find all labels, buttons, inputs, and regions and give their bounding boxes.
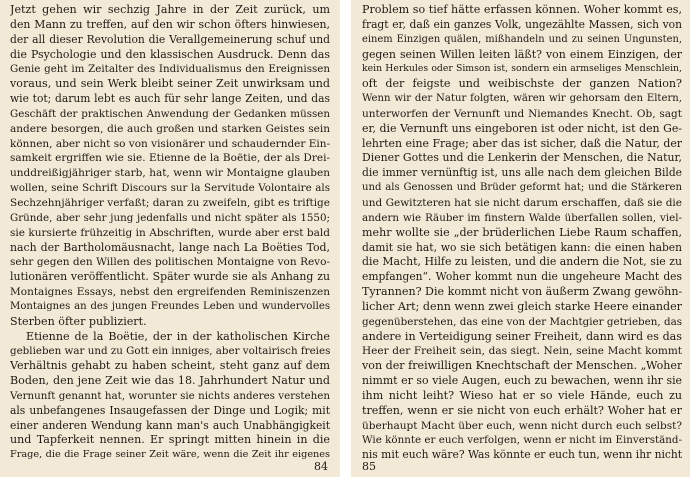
text-line: sehr gegen den Willen des politischen Montaigne von Revo- [10, 256, 330, 269]
text-line: ihm nicht leiht? Wieso hat er so viele Hände, euch zu [362, 388, 682, 402]
text-line: gegenüberstehen, das eine von der Machtgier getrieben, das [362, 315, 682, 328]
text-line: Problem so tief hätte erfassen können. Woher kommt es, [362, 3, 682, 16]
text-line: Geschäft der praktischen Anwendung der Gedanken müssen [10, 107, 330, 120]
text-line: unddreißigjähriger starb, hat, wenn wir Montaigne glauben [10, 167, 330, 180]
text-line: oft der feigste und weibischste der ganzen Nation? [362, 77, 682, 91]
text-line: von der freiwilligen Knechtschaft der Menschen. „Woher [362, 359, 682, 373]
text-line: Wenn wir der Natur folgten, wären wir gehorsam den Eltern, [362, 93, 682, 105]
text-line: die Macht, Hilfe zu leisten, und die andern die Not, sie zu [362, 255, 682, 269]
text-line: treffen, wenn er sie nicht von euch erhält? Woher hat er [362, 403, 682, 417]
text-line: Montaignes Essays, nebst den ergreifenden Reminiszenzen [10, 286, 330, 299]
text-line: licher Art; denn wenn zwei gleich starke Heere einander [362, 299, 682, 313]
text-line: und als Genossen und Brüder geformt hat; und die Stärkeren [362, 182, 682, 194]
text-line: samkeit ergriffen wie sie. Etienne de la Boëtie, der als Drei- [10, 152, 330, 165]
left-page [0, 0, 340, 477]
text-line: Montaignes an des jungen Freundes Leben und wundervolles [10, 300, 330, 312]
text-line: Sterben öfter publiziert. [10, 314, 147, 328]
text-line: können, aber nicht so von visionärer und schaudernder Ein- [10, 137, 330, 150]
text-line: einem Einzigen quälen, mißhandeln und zu seinen Ungunsten, [362, 33, 682, 45]
text-line: nis mit euch wäre? Was könnte er euch tun, wenn ihr nicht [362, 448, 682, 462]
left-page-text [10, 3, 330, 463]
text-line: andere besorgen, die auch großen und starken Geistes sein [10, 122, 330, 135]
text-line: die Psychologie und den klassischen Ausdruck. Denn das [10, 47, 330, 61]
text-line: Heer der Freiheit sein, das siegt. Nein, seine Macht kommt [362, 345, 682, 358]
page-number: 84 [314, 460, 328, 473]
text-line: Diener Gottes und die Lenkerin der Menschen, die Natur, [362, 151, 682, 165]
book-gutter [340, 0, 351, 477]
text-line: andern wie Räuber im finstern Walde überfallen sollen, viel- [362, 211, 682, 224]
text-line: fragt er, daß ein ganzes Volk, ungezählte Massen, sich von [362, 17, 682, 31]
text-line: den Mann zu treffen, auf den wir schon öfters hinwiesen, [10, 17, 330, 31]
text-line: Frage, die die Frage seiner Zeit wäre, wenn die Zeit ihr eigenes [10, 449, 330, 461]
text-line: Gründe, aber sehr jung jedenfalls und nicht später als 1550; [10, 211, 330, 224]
text-line: gegen seinen Willen leiten läßt? von einem Einzigen, der [362, 47, 682, 61]
text-line: kein Herkules oder Simson ist, sondern ein armseliges Menschlein, [362, 63, 682, 75]
text-line: Wie könnte er euch verfolgen, wenn er nicht im Einverständ- [362, 434, 682, 447]
text-line: überhaupt Macht über euch, wenn nicht durch euch selbst? [362, 419, 682, 432]
page-number: 85 [362, 460, 376, 473]
text-line: wollen, seine Schrift Discours sur la Servitude Volontaire als [10, 182, 330, 195]
text-line: lutionären veröffentlicht. Später wurde sie als Anhang zu [10, 270, 330, 284]
text-line: der all dieser Revolution die Verallgemeinerung schuf und [10, 32, 330, 46]
text-line: Vernunft genannt hat, worunter sie nichts anderes verstehen [10, 389, 330, 402]
text-line: Jetzt gehen wir sechzig Jahre in der Zeit zurück, um [10, 3, 330, 16]
text-line: einer anderen Wendung kann man's auch Unabhängigkeit [10, 418, 330, 432]
text-line: Verhältnis gehabt zu haben scheint, steht ganz auf dem [10, 359, 330, 373]
text-line: Tyrannen? Die kommt nicht von äußerm Zwang gewöhn- [362, 285, 682, 299]
text-line: empfangen“. Woher kommt nun die ungeheure Macht des [362, 270, 682, 284]
text-line: Genie geht im Zeitalter des Individualismus den Ereignissen [10, 63, 330, 76]
text-line: als unbefangenes Insaugefassen der Dinge und Logik; mit [10, 403, 330, 417]
text-line: geblieben war und zu Gott ein inniges, aber voltairisch freies [10, 345, 330, 358]
text-line: und Tapferkeit nennen. Er springt mitten hinein in die [10, 433, 330, 447]
text-line: die immer vernünftig ist, uns alle nach dem gleichen Bilde [362, 166, 682, 180]
text-line: lehrten eine Frage; aber das ist sicher, daß die Natur, der [362, 136, 682, 150]
text-line: mehr wollte sie „der brüderlichen Liebe Raum schaffen, [362, 225, 682, 239]
text-line: nach der Bartholomäusnacht, lange nach La Boëties Tod, [10, 240, 330, 254]
text-line: und Gewitzteren hat sie nicht darum erschaffen, daß sie die [362, 196, 682, 209]
text-line: Sechzehnjähriger verfaßt; daran zu zweifeln, gibt es triftige [10, 196, 330, 209]
text-line: unterworfen der Vernunft und Niemandes Knecht. Ob, sagt [362, 107, 682, 120]
text-line: sie kursierte frühzeitig in Abschriften, wurde aber erst bald [10, 226, 330, 239]
text-line: nimmt er so viele Augen, euch zu bewachen, wenn ihr sie [362, 374, 682, 388]
text-line: wie tot; darum lebt es auch für sehr lange Zeiten, und das [10, 92, 330, 106]
text-line: Etienne de la Boëtie, der in der katholischen Kirche [26, 329, 330, 343]
text-line: er, die Vernunft uns eingeboren ist oder nicht, ist den Ge- [362, 121, 682, 135]
text-line: damit sie hat, wo sie sich betätigen kann: die einen haben [362, 240, 682, 254]
text-line: voraus, und sein Werk bleibt seiner Zeit unwirksam und [10, 77, 330, 91]
right-page-text [362, 3, 682, 463]
text-line: Boden, den jene Zeit wie das 18. Jahrhundert Natur und [10, 374, 330, 388]
text-line: andere in Verteidigung seiner Freiheit, dann wird es das [362, 329, 682, 343]
right-page [351, 0, 690, 477]
